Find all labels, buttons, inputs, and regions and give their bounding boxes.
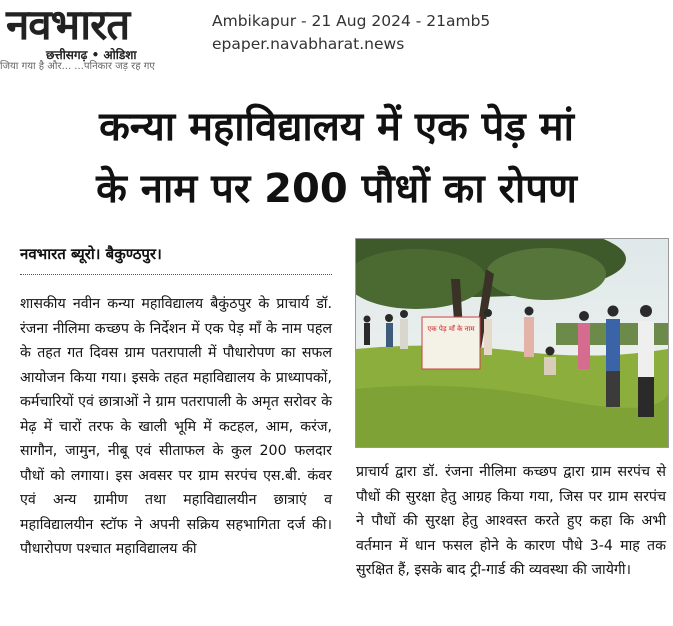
headline-line-2: के नाम पर 200 पौधों का रोपण [96,166,577,212]
headline-line-1: कन्या महाविद्यालय में एक पेड़ मां [99,104,574,150]
site-url[interactable]: epaper.navabharat.news [212,35,405,53]
masthead [0,0,673,64]
edition-line: Ambikapur - 21 Aug 2024 - 21amb5 [212,12,491,30]
newspaper-logo[interactable] [4,2,200,64]
logo-subtitle: छत्तीसगढ़ • ओडिशा [46,48,137,62]
photo-banner-text: एक पेड़ माँ के नाम [427,325,475,333]
article-body-left: शासकीय नवीन कन्या महाविद्यालय बैकुंठपुर के प्राचार्य डॉ. रंजना नीलिमा कच्छप के निर्देशन में एक पेड़ माँ के नाम पहल के तहत गत दिवस ग्राम पतरापाली में पौधारोपण का सफल आयोजन किया गया। इसके तहत महाविद्यालय के प्राध्यापकों, कर्मचारियों एवं छात्राओं ने ग्राम पतरापाली के अमृत सरोवर के मेढ़ में चारों तरफ के खाली भूमि में कटहल, आम, करंज, सागौन, जामुन, नीबू एवं सीताफल के कुल 200 फलदार पौधों को लगाया। इस अवसर पर ग्राम सरपंच एस.बी. कंवर एवं अन्य ग्रामीण तथा महाविद्यालयीन छात्राएं व महाविद्यालयीन स्टॉफ ने अपनी सक्रिय सहभागिता दर्ज की। पौधारोपण पश्चात महाविद्यालय की [20,296,332,557]
cut-off-text: जिया गया है और... ...पनिकार जड़ रह गए [0,61,155,72]
article-photo [355,238,669,448]
logo-wordmark: नवभारत [6,0,130,49]
article-body-right: प्राचार्य द्वारा डॉ. रंजना नीलिमा कच्छप द्वारा ग्राम सरपंच से पौधों की सुरक्षा हेतु आग्रह किया गया, जिस पर ग्राम सरपंच ने पौधों की सुरक्षा हेतु आश्वस्त करते हुए कहा कि अभी वर्तमान में धान फसल होने के कारण पौधे 3-4 माह तक सुरक्षित हैं, इसके बाद ट्री-गार्ड की व्यवस्था की जायेगी। [356,464,666,578]
article-headline [0,96,673,220]
plantation-photo-illustration [356,239,668,447]
byline-divider [20,274,332,275]
edition-info [212,10,490,56]
article-byline: नवभारत ब्यूरो। बैकुण्ठपुर। [20,245,162,263]
